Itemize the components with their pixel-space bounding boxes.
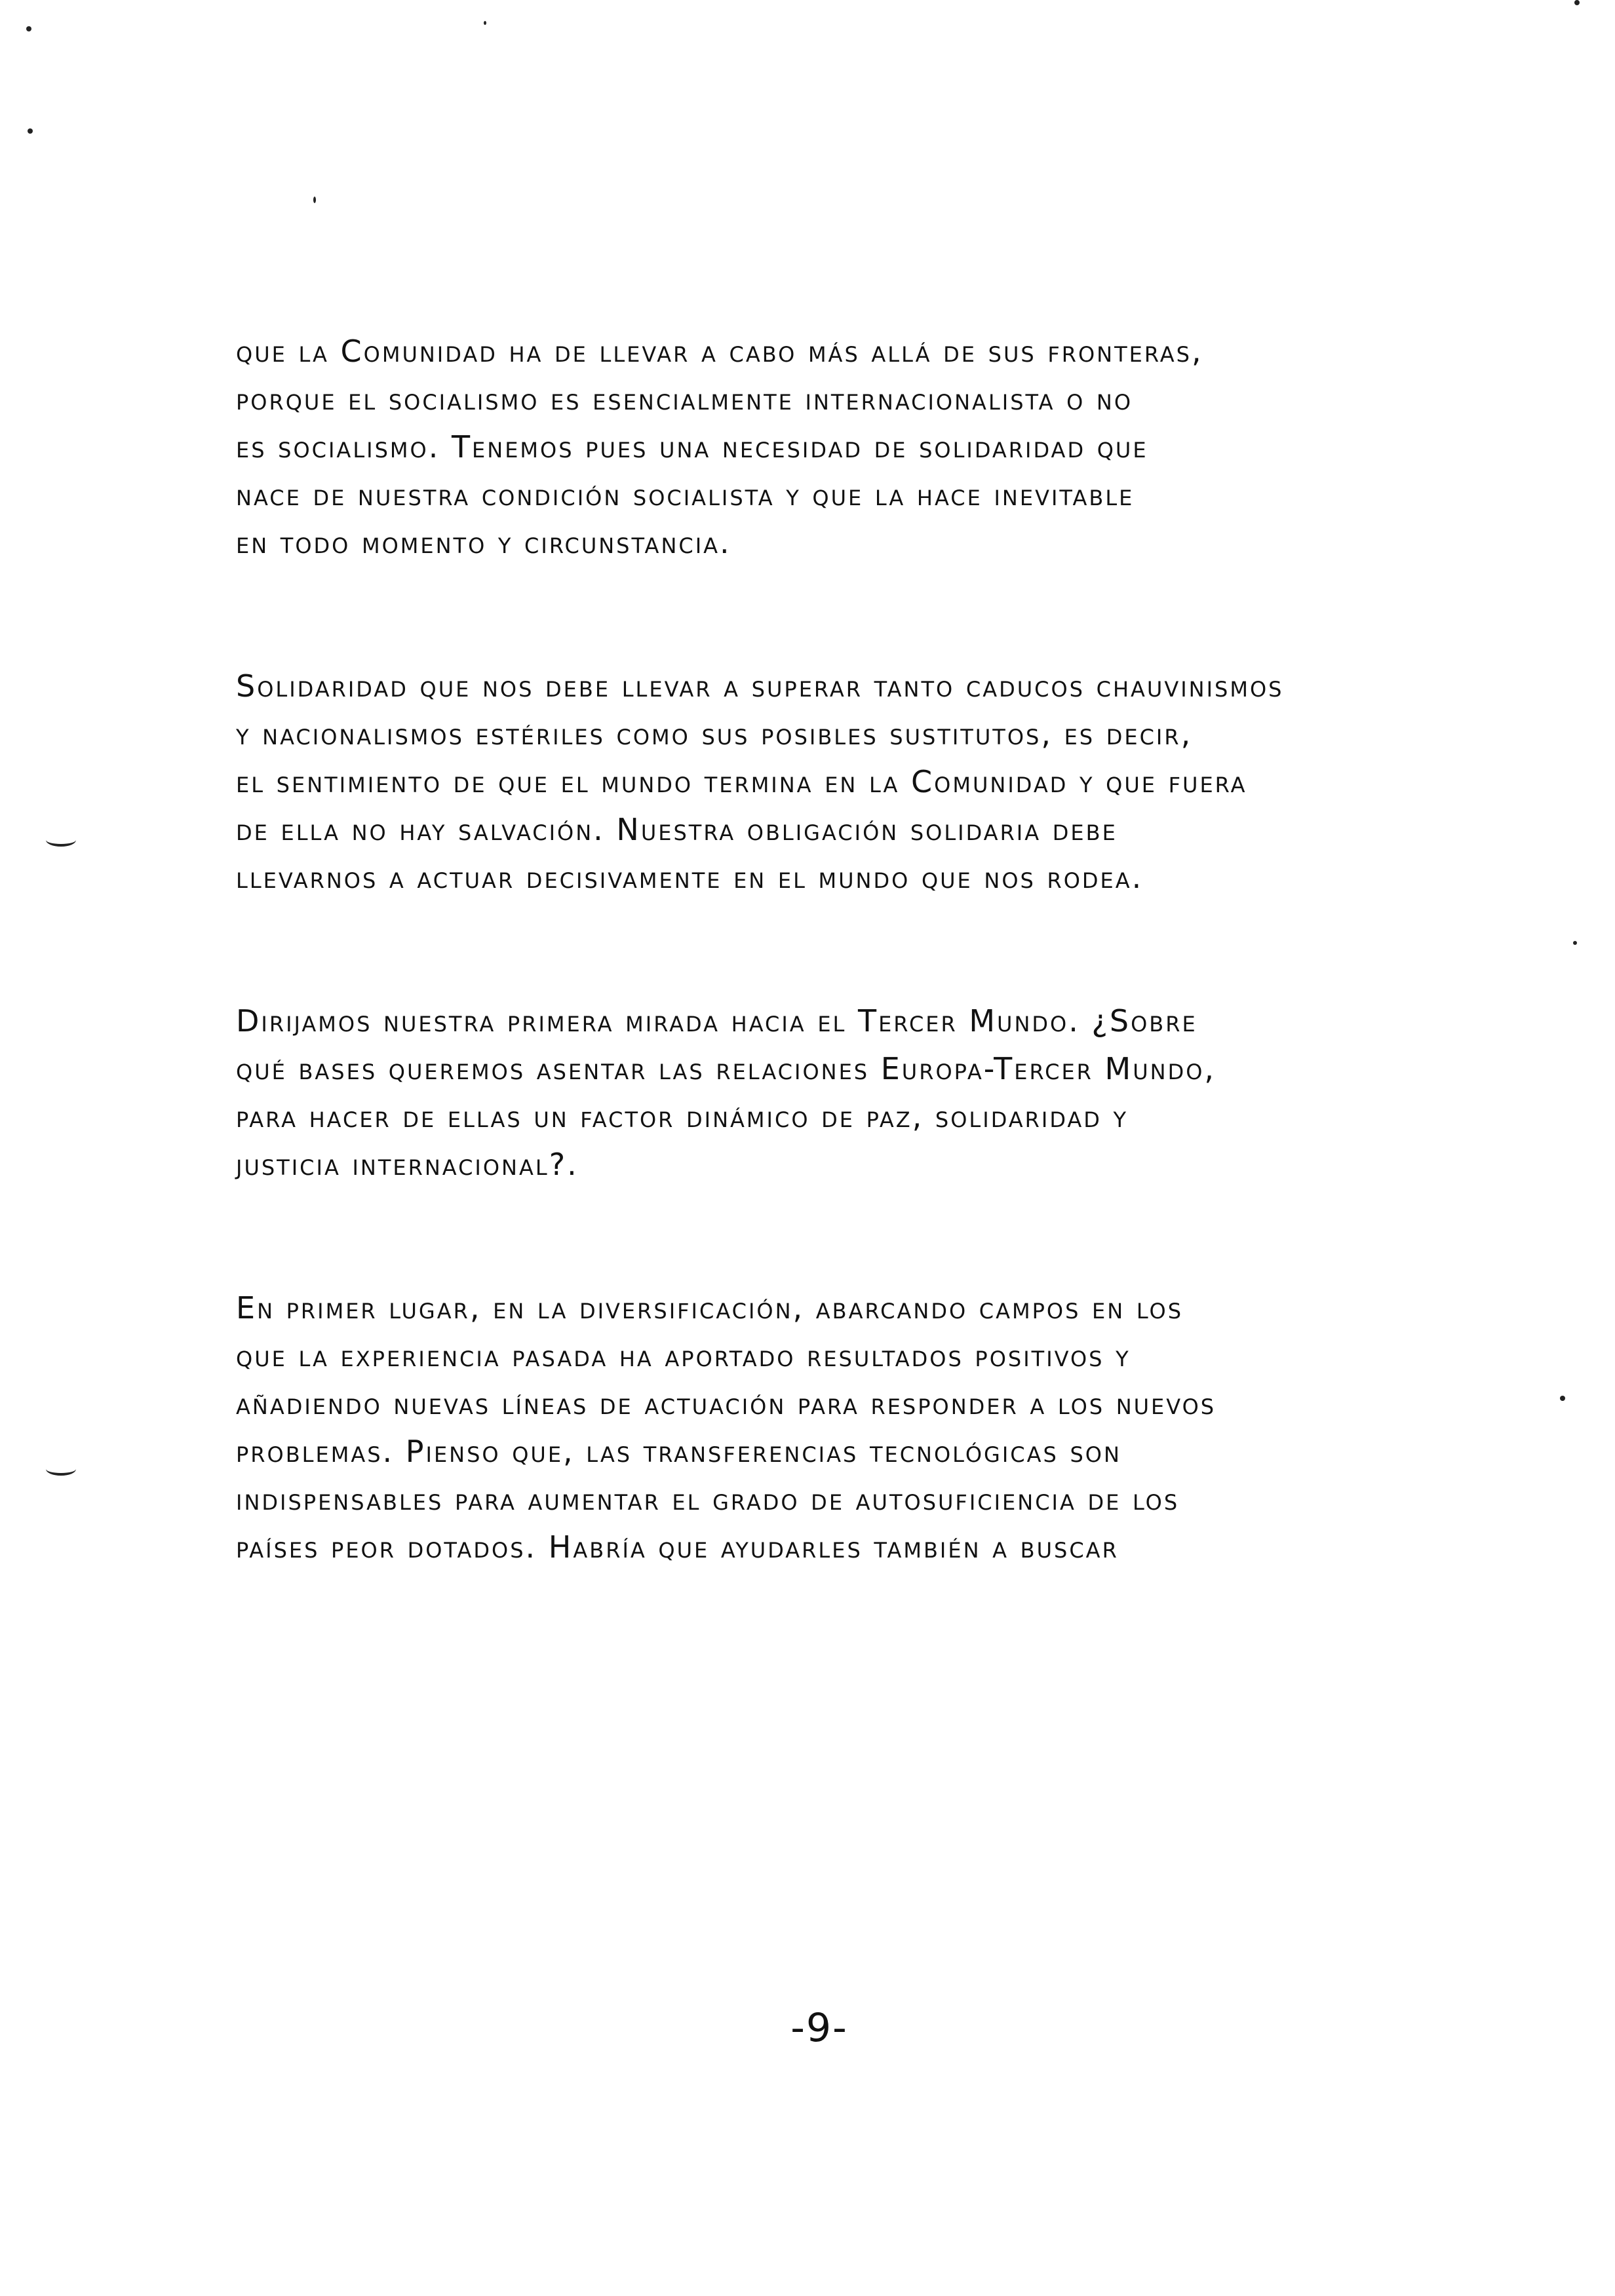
punch-hole-mark xyxy=(46,833,76,847)
scan-speck xyxy=(484,21,486,25)
text-line: qué bases queremos asentar las relaciones Europa-Tercer Mundo, xyxy=(236,1051,1216,1086)
text-line: En primer lugar, en la diversificación, abarcando campos en los xyxy=(236,1290,1184,1326)
scan-speck xyxy=(313,197,316,203)
paragraph xyxy=(236,1284,1586,1571)
text-line: problemas. Pienso que, las transferencias tecnológicas son xyxy=(236,1434,1121,1469)
paragraph xyxy=(236,328,1586,567)
text-line: llevarnos a actuar decisivamente en el mundo que nos rodea. xyxy=(236,860,1144,895)
page-number: -9- xyxy=(790,2005,848,2051)
scan-speck xyxy=(26,26,31,31)
text-line: en todo momento y circunstancia. xyxy=(236,525,731,560)
text-line: porque el socialismo es esencialmente internacionalista o no xyxy=(236,381,1133,417)
text-line: Solidaridad que nos debe llevar a superar tanto caducos chauvinismos xyxy=(236,668,1284,704)
text-line: Dirijamos nuestra primera mirada hacia el Tercer Mundo. ¿Sobre xyxy=(236,1003,1197,1039)
text-line: el sentimiento de que el mundo termina en la Comunidad y que fuera xyxy=(236,764,1247,799)
text-line: y nacionalismos estériles como sus posibles sustitutos, es decir, xyxy=(236,716,1193,752)
text-line: que la Comunidad ha de llevar a cabo más allá de sus fronteras, xyxy=(236,334,1203,369)
scan-speck xyxy=(28,128,33,134)
scan-speck xyxy=(1574,0,1580,5)
text-line: que la experiencia pasada ha aportado resultados positivos y xyxy=(236,1338,1131,1373)
document-body xyxy=(236,328,1586,1667)
punch-hole-mark xyxy=(46,1463,76,1476)
text-line: añadiendo nuevas líneas de actuación para responder a los nuevos xyxy=(236,1386,1216,1421)
paragraph xyxy=(236,662,1586,902)
text-line: indispensables para aumentar el grado de autosuficiencia de los xyxy=(236,1482,1180,1517)
text-line: de ella no hay salvación. Nuestra obligación solidaria debe xyxy=(236,812,1118,847)
paragraph xyxy=(236,997,1586,1189)
text-line: es socialismo. Tenemos pues una necesidad de solidaridad que xyxy=(236,429,1148,465)
text-line: justicia internacional?. xyxy=(236,1147,579,1182)
text-line: nace de nuestra condición socialista y que la hace inevitable xyxy=(236,477,1135,512)
text-line: países peor dotados. Habría que ayudarles también a buscar xyxy=(236,1529,1119,1565)
text-line: para hacer de ellas un factor dinámico de paz, solidaridad y xyxy=(236,1099,1129,1134)
